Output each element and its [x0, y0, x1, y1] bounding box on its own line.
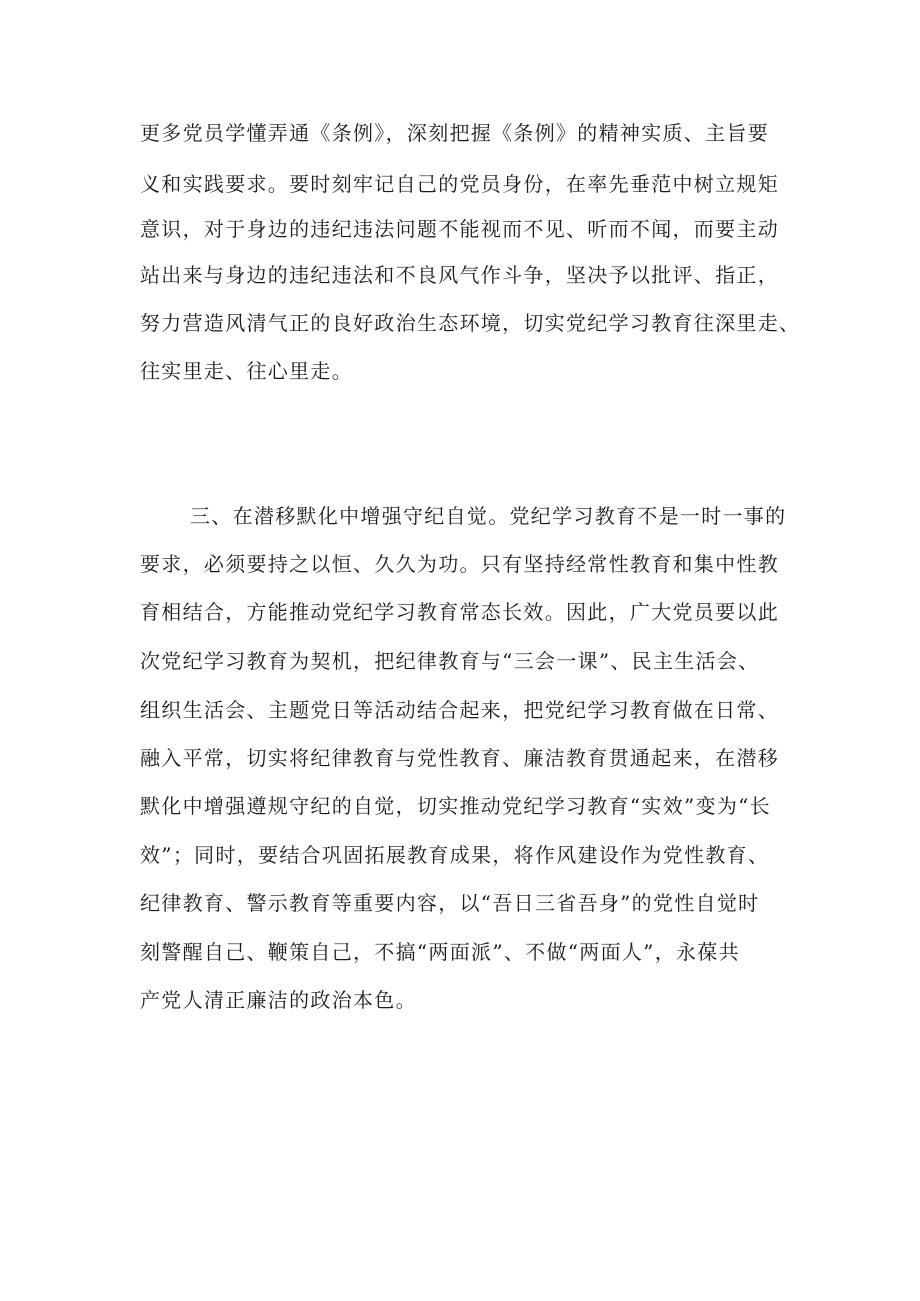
paragraph-line: 纪律教育、警示教育等重要内容，以“吾日三省吾身”的党性自觉时 [140, 891, 760, 915]
paragraph-line: 努力营造风清气正的良好政治生态环境，切实党纪学习教育往深里走、 [140, 311, 801, 335]
paragraph-line: 三、在潜移默化中增强守纪自觉。党纪学习教育不是一时一事的 [190, 504, 787, 528]
paragraph-line: 站出来与身边的违纪违法和不良风气作斗争，坚决予以批评、指正， [140, 263, 779, 287]
paragraph-line: 次党纪学习教育为契机，把纪律教育与“三会一课”、民主生活会、 [140, 649, 760, 673]
paragraph-line: 意识，对于身边的违纪违法问题不能视而不见、听而不闻，而要主动 [140, 217, 779, 241]
paragraph-line: 组织生活会、主题党日等活动结合起来，把党纪学习教育做在日常、 [140, 698, 779, 722]
paragraph-line: 往实里走、往心里走。 [140, 359, 353, 383]
paragraph-line: 默化中增强遵规守纪的自觉，切实推动党纪学习教育“实效”变为“长 [140, 794, 771, 818]
paragraph-line: 效”；同时，要结合巩固拓展教育成果，将作风建设作为党性教育、 [140, 843, 770, 867]
paragraph-line: 要求，必须要持之以恒、久久为功。只有坚持经常性教育和集中性教 [140, 552, 779, 576]
paragraph-line: 刻警醒自己、鞭策自己，不搞“两面派”、不做“两面人”，永葆共 [140, 940, 740, 964]
paragraph-line: 产党人清正廉洁的政治本色。 [140, 988, 417, 1012]
paragraph-line: 义和实践要求。要时刻牢记自己的党员身份，在率先垂范中树立规矩 [140, 172, 779, 196]
paragraph-line: 育相结合，方能推动党纪学习教育常态长效。因此，广大党员要以此 [140, 600, 779, 624]
paragraph-line: 更多党员学懂弄通《条例》，深刻把握《条例》的精神实质、主旨要 [140, 121, 769, 145]
paragraph-line: 融入平常，切实将纪律教育与党性教育、廉洁教育贯通起来，在潜移 [140, 746, 779, 770]
